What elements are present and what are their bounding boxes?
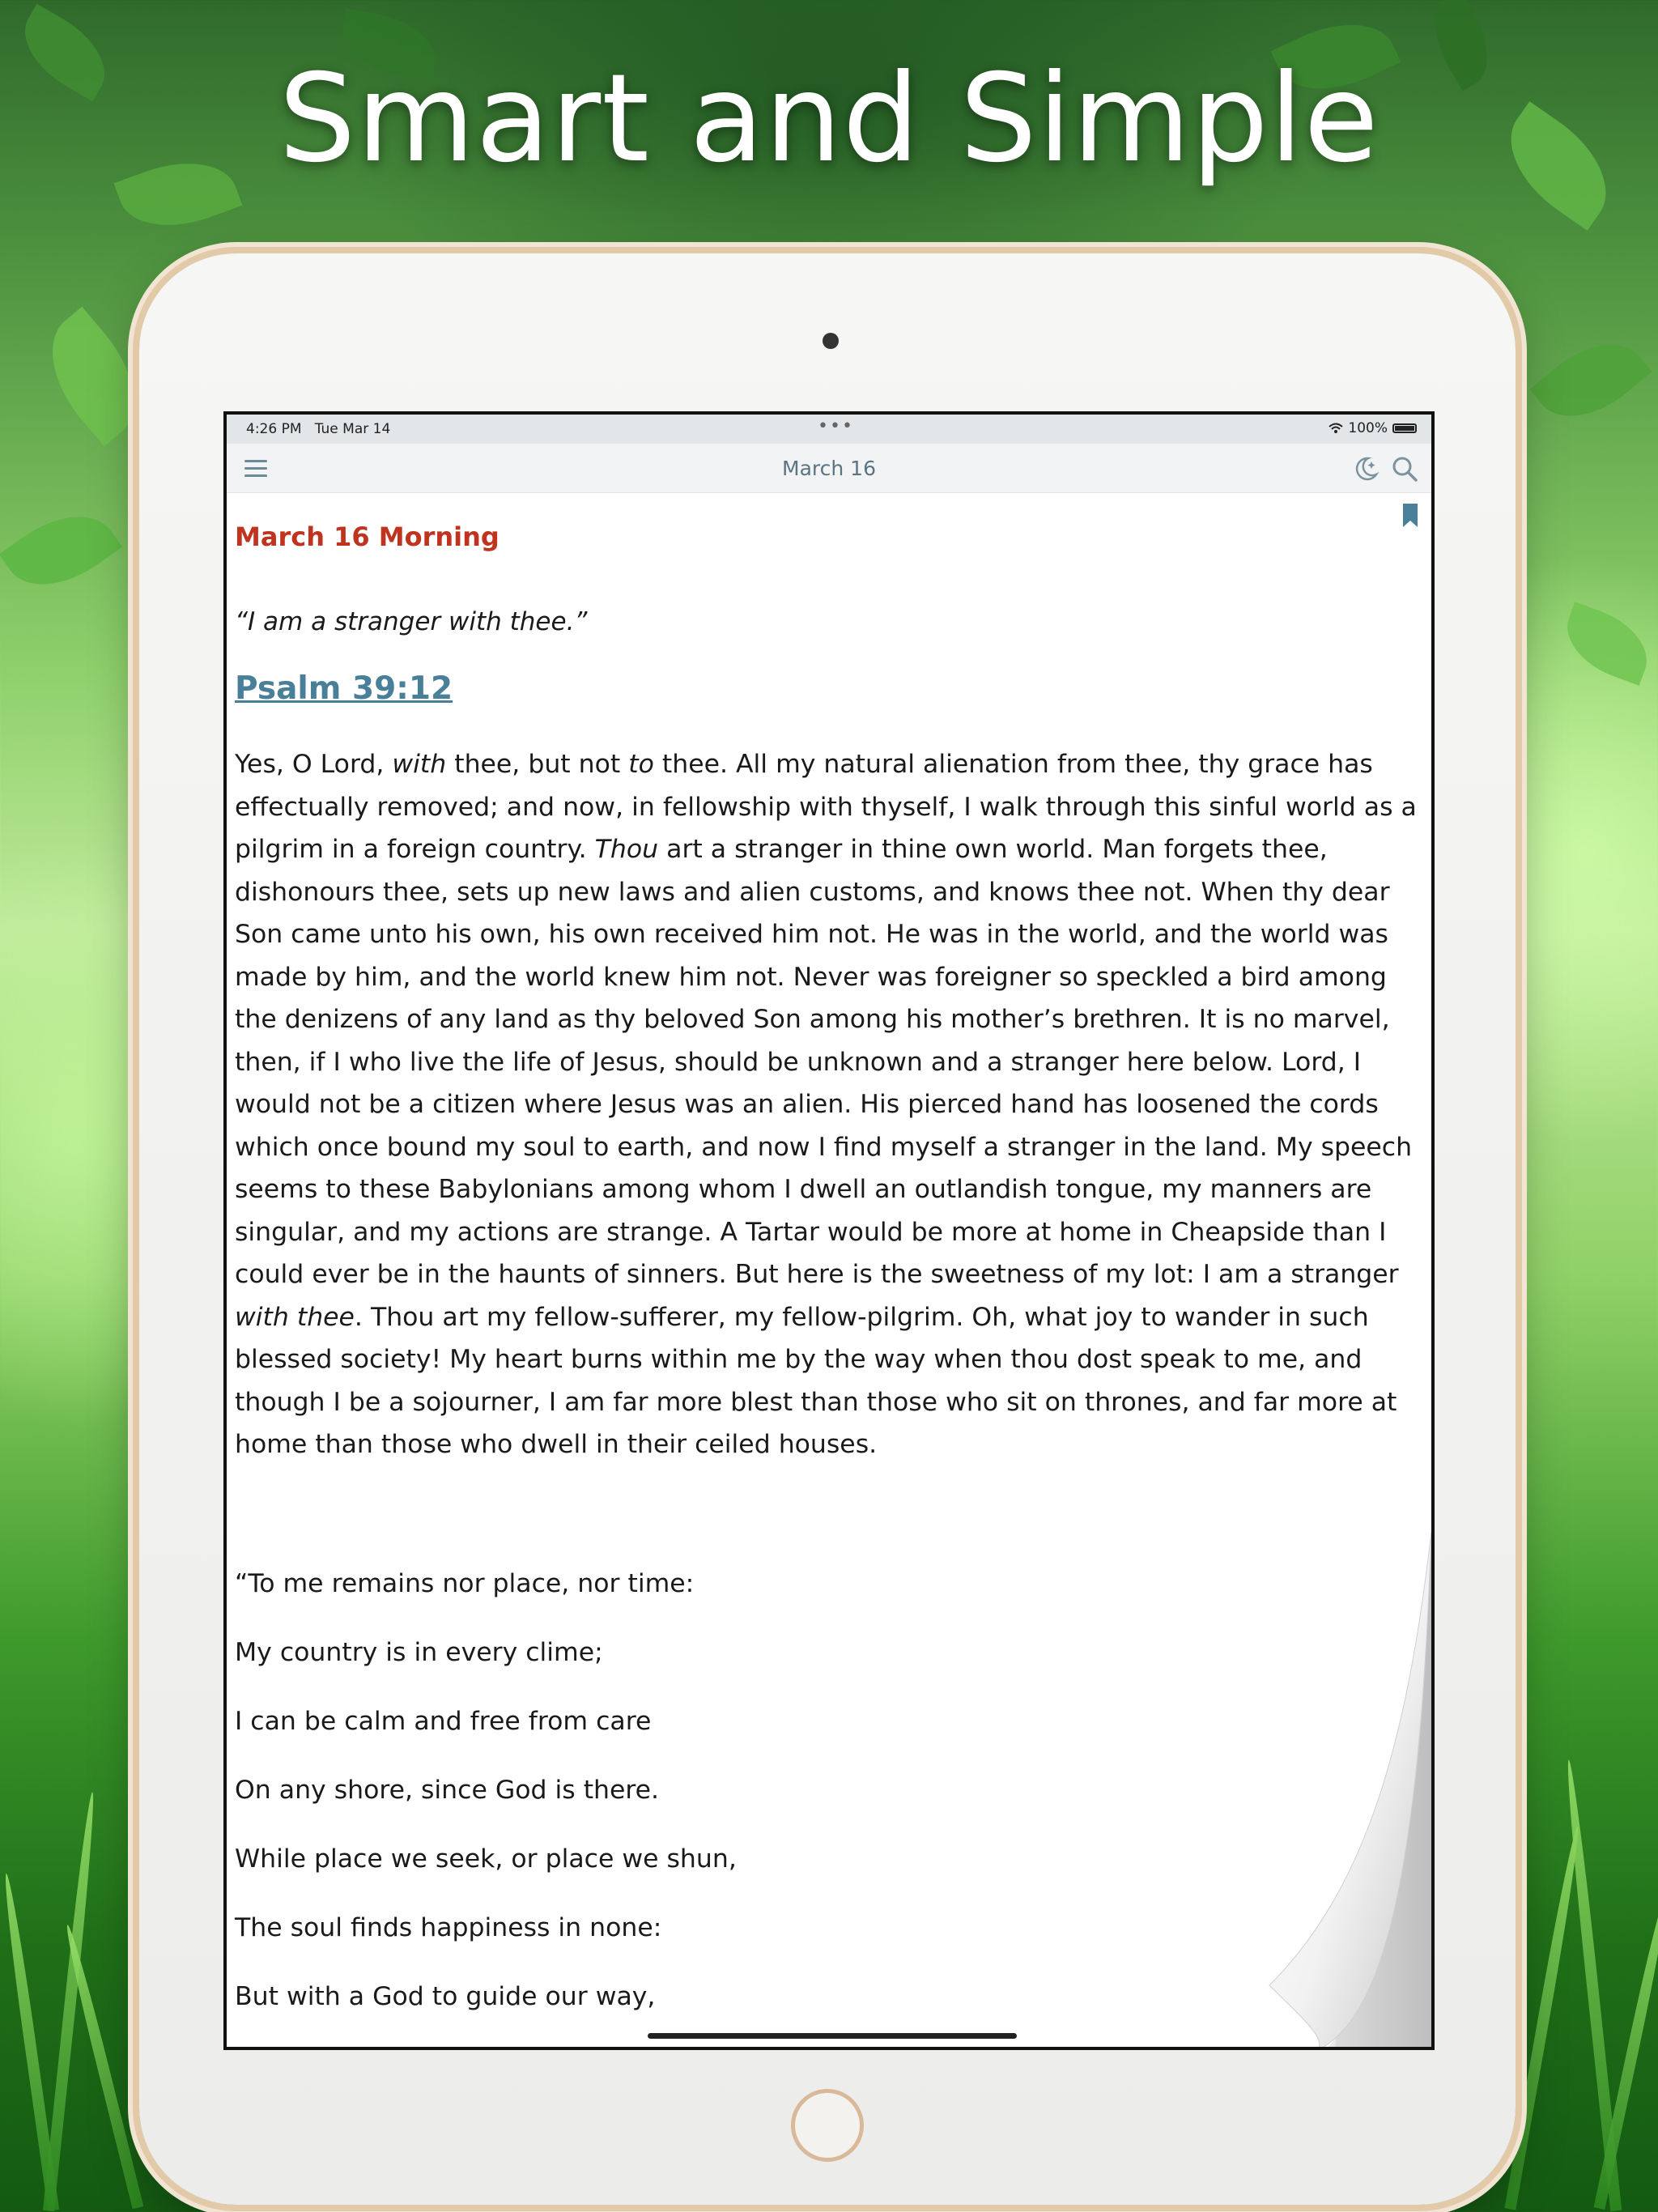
emphasis-text: Thou xyxy=(594,835,659,864)
home-button[interactable] xyxy=(791,2089,864,2162)
status-date: Tue Mar 14 xyxy=(314,421,391,437)
wifi-icon xyxy=(1329,423,1343,434)
poem-stanza xyxy=(235,1563,737,2044)
devotional-paragraph xyxy=(235,743,1425,1466)
emphasis-text: with thee xyxy=(235,1302,355,1332)
paragraph-text: thee. All my natural alienation from thee, thy grace has effectually removed; and now, in fellowship with thyself, I walk through this sinful world as a pilgrim in a foreign country. xyxy=(235,750,1417,864)
camera-dot xyxy=(823,333,839,349)
battery-percent: 100% xyxy=(1348,420,1388,436)
status-bar xyxy=(227,415,1431,444)
paragraph-text: Yes, O Lord, xyxy=(235,750,393,779)
paragraph-text: thee, but not xyxy=(446,750,629,779)
poem-line: On any shore, since God is there. xyxy=(235,1776,660,1805)
page-curl[interactable] xyxy=(1140,1532,1431,2050)
moon-icon[interactable] xyxy=(1352,455,1380,483)
status-time: 4:26 PM xyxy=(246,421,302,437)
nav-bar xyxy=(227,444,1431,493)
emphasis-text: to xyxy=(628,750,654,779)
promo-headline: Smart and Simple xyxy=(278,49,1380,189)
nav-title: March 16 xyxy=(782,457,876,480)
poem-line: While place we seek, or place we shun, xyxy=(235,1844,737,1874)
bookmark-icon[interactable] xyxy=(1402,504,1418,528)
poem-line: I can be calm and free from care xyxy=(235,1707,652,1736)
key-verse-quote: “I am a stranger with thee.” xyxy=(235,607,588,636)
device-screen xyxy=(223,411,1435,2050)
paragraph-text: art a stranger in thine own world. Man forgets thee, dishonours thee, sets up new laws and alien customs, and knows thee not. When thy dear Son came unto his own, his own received him not. He was in the world, and the world was made by him, and the world knew him not. Never was foreigner so speckled a bird among the denizens of any land as thy beloved Son among his mother’s brethren. It is no marvel, then, if I who live the life of Jesus, should be unknown and a stranger here below. Lord, I would not be a citizen where Jesus was an alien. His pierced hand has loosened the cords which once bound my soul to earth, and now I find myself a stranger in the land. My speech seems to these Babylonians among whom I dwell an outlandish tongue, my manners are singular, and my actions are strange. A Tartar would be more at home in Cheapside than I could ever be in the haunts of sinners. But here is the sweetness of my lot: I am a stranger xyxy=(235,835,1413,1289)
reading-title: March 16 Morning xyxy=(235,521,500,552)
scripture-reference-link[interactable]: Psalm 39:12 xyxy=(235,670,453,707)
poem-line: But with a God to guide our way, xyxy=(235,1982,656,2011)
battery-icon xyxy=(1392,423,1417,433)
search-icon[interactable] xyxy=(1391,455,1418,483)
poem-line: “To me remains nor place, nor time: xyxy=(235,1569,695,1598)
multitask-dots[interactable]: ••• xyxy=(818,416,854,436)
home-indicator[interactable] xyxy=(648,2033,1017,2039)
poem-line: My country is in every clime; xyxy=(235,1638,603,1667)
poem-line: The soul finds happiness in none: xyxy=(235,1913,662,1942)
emphasis-text: with xyxy=(392,750,447,779)
paragraph-text: . Thou art my fellow-sufferer, my fellow-pilgrim. Oh, what joy to wander in such blessed society! My heart burns within me by the way when thou dost speak to me, and though I be a sojourner, I am far more blest than those who sit on thrones, and far more at home than those who dwell in their ceiled houses. xyxy=(235,1302,1397,1459)
